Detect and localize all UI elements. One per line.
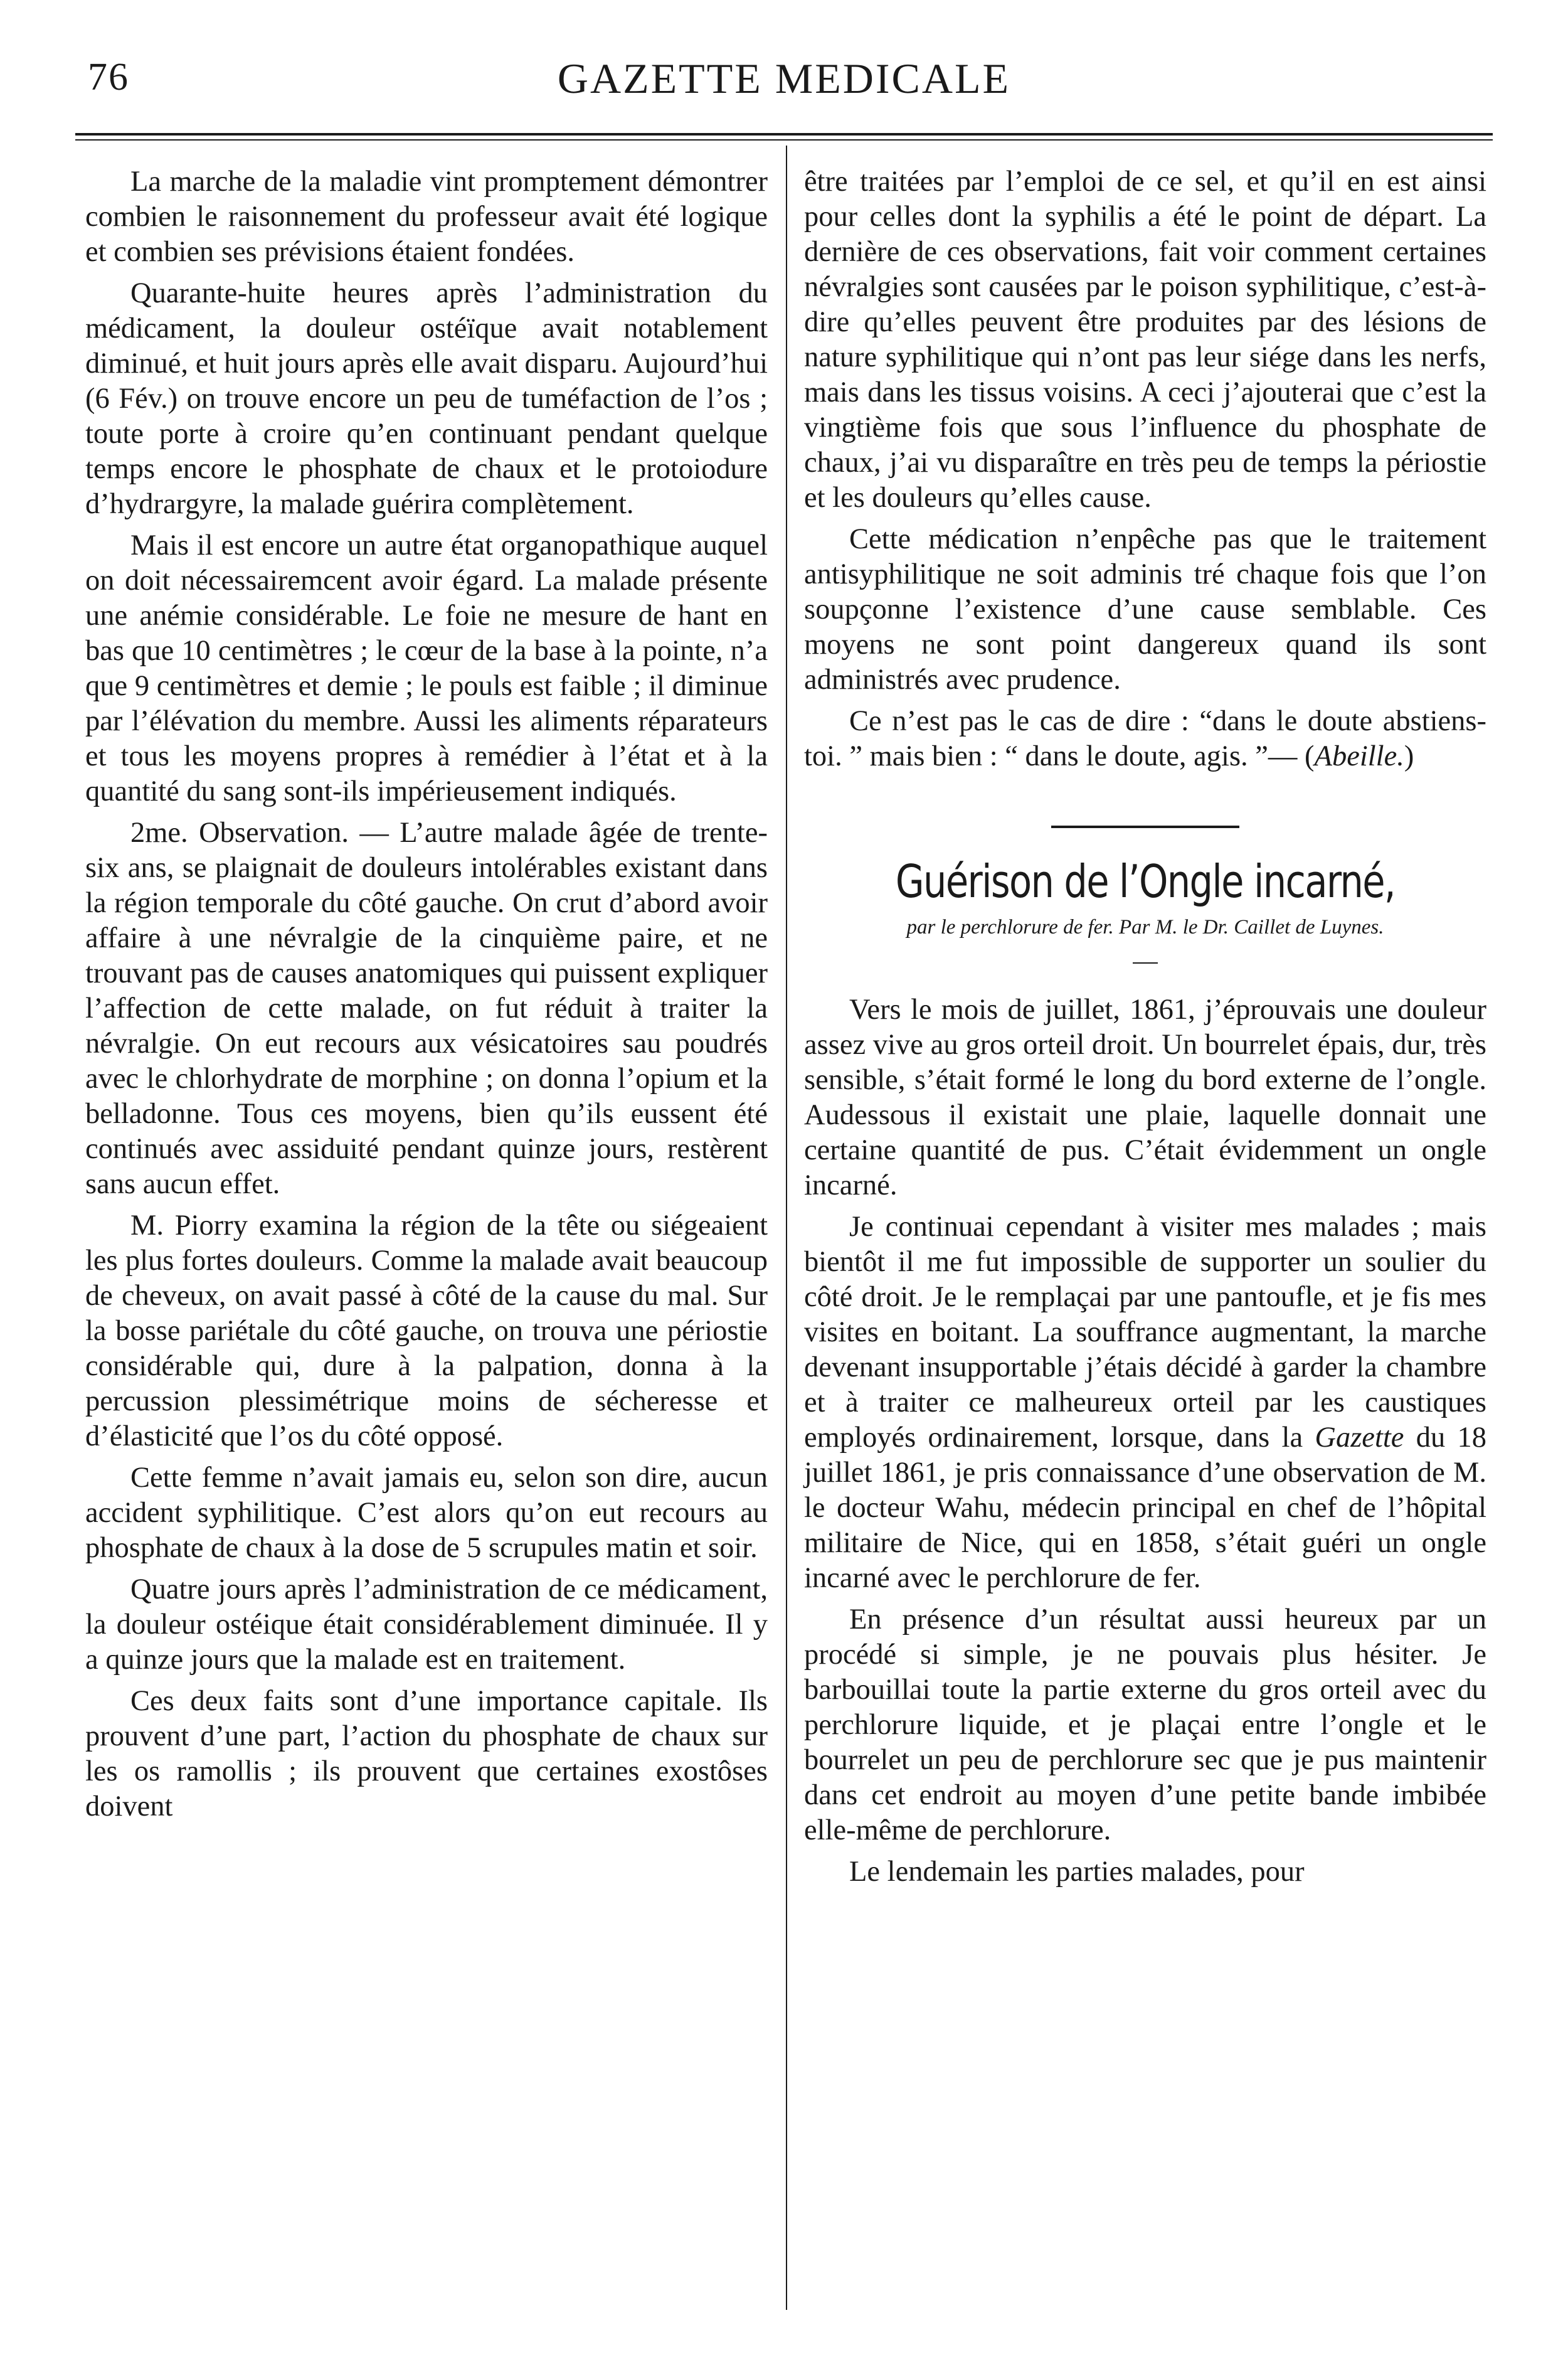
paragraph <box>804 1210 1486 1596</box>
paragraph: Ces deux faits sont d’une importance capitale. Ils prouvent d’une part, l’action du phosphate de chaux sur les os ramollis ; ils prouvent que certaines exostôses doivent <box>85 1685 768 1822</box>
paragraph: Vers le mois de juillet, 1861, j’éprouvais une douleur assez vive au gros orteil droit. Un bourrelet épais, dur, très sensible, s’était formé le long du bord externe de l’ongle. Audessous il existait une plaie, laquelle donnait une certaine quantité de pus. C’était évidemment un ongle incarné. <box>804 994 1486 1201</box>
journal-reference: Gazette <box>1315 1422 1404 1454</box>
paragraph: Cette médication n’enpêche pas que le traitement antisyphilitique ne soit adminis tré chaque fois que l’on soupçonne l’existence d’une cause semblable. Ces moyens ne sont point dangereux quand ils sont administrés avec prudence. <box>804 523 1486 696</box>
right-column <box>804 164 1486 1896</box>
paragraph: La marche de la maladie vint promptement démontrer combien le raisonnement du professeur avait été logique et combien ses prévisions étaient fondées. <box>85 166 768 268</box>
paragraph: M. Piorry examina la région de la tête ou siégeaient les plus fortes douleurs. Comme la malade avait beaucoup de cheveux, on avait passé à côté de la cause du mal. Sur la bosse pariétale du côté gauche, on trouva une périostie considérable qui, dure à la palpation, donna à la percussion plessimétrique moins de sécheresse et d’élasticité que l’os du côté opposé. <box>85 1210 768 1452</box>
paragraph: Le lendemain les parties malades, pour <box>849 1856 1305 1888</box>
paragraph: être traitées par l’emploi de ce sel, et qu’il en est ainsi pour celles dont la syphilis a été le point de départ. La dernière de ces observations, fait voir comment certaines névralgies sont causées par le poison syphilitique, c’est-à-dire qu’elles peuvent être produites par des lésions de nature syphilitique qui n’ont pas leur siége dans les nerfs, mais dans les tissus voisins. A ceci j’ajouterai que c’est la vingtième fois que sous l’influence du phosphate de chaux, j’ai vu disparaître en très peu de temps la périostie et les douleurs qu’elles cause. <box>804 166 1486 514</box>
paragraph: Cette femme n’avait jamais eu, selon son dire, aucun accident syphilitique. C’est alors qu’on eut recours au phosphate de chaux à la dose de 5 scrupules matin et soir. <box>85 1462 768 1564</box>
left-column <box>85 164 768 1831</box>
article-separator <box>1051 826 1239 828</box>
paragraph-quote <box>804 704 1486 774</box>
paragraph-text: Je continuai cependant à visiter mes malades ; mais bientôt il me fut impossible de supporter un soulier du côté droit. Je le remplaçai par une pantoufle, et je fis mes visites en boitant. La souffrance augmentant, la marche devenant insupportable j’étais décidé à garder la chambre et à traiter ce malheureux orteil par les caustiques employés ordinairement, lorsque, dans la <box>804 1211 1486 1454</box>
paragraph-text: du 18 juillet 1861, je pris connaissance d’une observation de M. le docteur Wahu, médecin principal en chef de l’hôpital militaire de Nice, qui en 1858, s’était guéri un ongle incarné avec le perchlorure de fer. <box>804 1422 1486 1594</box>
journal-title: GAZETTE MEDICALE <box>557 55 1011 102</box>
page-header <box>75 49 1493 118</box>
header-rule-thin <box>75 139 1493 141</box>
article-title: Guérison de l’Ongle incarné, <box>895 855 1396 908</box>
header-rule <box>75 133 1493 136</box>
quote-close: ) <box>1404 740 1414 772</box>
article-byline: par le perchlorure de fer. Par M. le Dr. Caillet de Luynes. <box>906 916 1384 939</box>
quote-text: Ce n’est pas le cas de dire : “dans le doute abstiens-toi. ” mais bien : “ dans le doute, agis. ”— ( <box>804 705 1486 772</box>
byline-dash <box>1133 962 1158 964</box>
source-citation: Abeille. <box>1314 740 1404 772</box>
paragraph: Mais il est encore un autre état organopathique auquel on doit nécessairemcent avoir égard. La malade présente une anémie considérable. Le foie ne mesure de hant en bas que 10 centimètres ; le cœur de la base à la pointe, n’a que 9 centimètres et demie ; le pouls est faible ; il diminue par l’élévation du membre. Aussi les aliments réparateurs et tous les moyens propres à remédier à l’état et à la quantité du sang sont-ils impérieusement indiqués. <box>85 529 768 807</box>
paragraph: Quarante-huite heures après l’administration du médicament, la douleur ostéïque avait notablement diminué, et huit jours après elle avait disparu. Aujourd’hui (6 Fév.) on trouve encore un peu de tuméfaction de l’os ; toute porte à croire qu’en continuant pendant quelque temps encore le phosphate de chaux et le protoiodure d’hydrargyre, la malade guérira complètement. <box>85 277 768 520</box>
column-divider <box>786 146 787 2310</box>
paragraph: En présence d’un résultat aussi heureux par un procédé si simple, je ne pouvais plus hésiter. Je barbouillai toute la partie externe du gros orteil avec du perchlorure liquide, et je plaçai entre l’ongle et le bourrelet un peu de perchlorure sec que je pus maintenir dans cet endroit au moyen d’une petite bande imbibée elle-même de perchlorure. <box>804 1604 1486 1846</box>
paragraph: Quatre jours après l’administration de ce médicament, la douleur ostéique était considérablement diminuée. Il y a quinze jours que la malade est en traitement. <box>85 1573 768 1676</box>
paragraph-observation-2: 2me. Observation. — L’autre malade âgée de trente-six ans, se plaignait de douleurs intolérables existant dans la région temporale du côté gauche. On crut d’abord avoir affaire à une névralgie de la cinquième paire, et ne trouvant pas de causes anatomiques qui puissent expliquer l’affection de cette malade, on fut réduit à traiter la névralgie. On eut recours aux vésicatoires sau poudrés avec le chlorhydrate de morphine ; on donna l’opium et la belladonne. Tous ces moyens, bien qu’ils eussent été continués avec assiduité pendant quinze jours, restèrent sans aucun effet. <box>85 817 768 1200</box>
page-number: 76 <box>88 56 129 98</box>
